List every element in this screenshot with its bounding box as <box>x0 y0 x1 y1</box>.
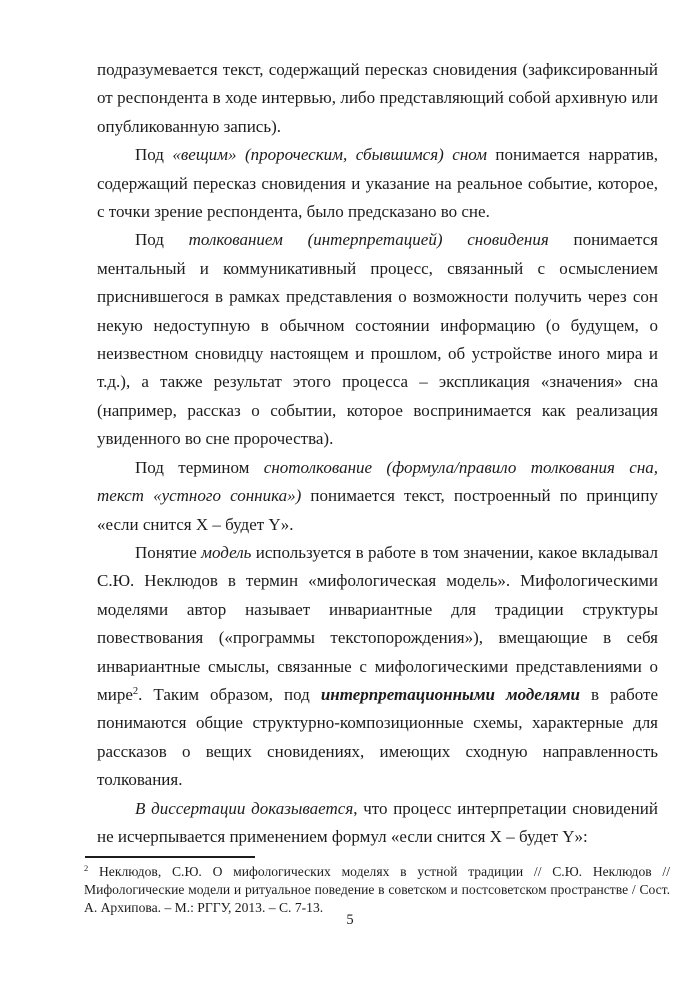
text-run: снотолкование (формула/правило толкования сна, текст «устного сонника») <box>97 457 659 506</box>
text-run: Под <box>135 145 173 165</box>
text-run: интерпретационными моделями <box>320 684 581 704</box>
text-run: . Таким образом, под <box>138 684 321 704</box>
text-run: Под термином <box>135 457 264 477</box>
text-run: Под <box>135 230 189 250</box>
document-body <box>97 56 658 851</box>
paragraph <box>97 56 658 141</box>
text-run: понимается нарратив, содержащий пересказ сновидения и указание на реальное событие, которое, с точки зрение респондента, было предсказано во сне. <box>97 145 658 222</box>
paragraph <box>97 795 658 852</box>
text-run: 2 <box>132 686 139 698</box>
paragraph <box>97 539 658 795</box>
text-run: понимается текст, построенный по принципу «если снится X – будет Y». <box>97 486 659 534</box>
text-run: модель <box>201 542 252 562</box>
text-run: понимается ментальный и коммуникативный процесс, связанный с осмыслением приснившегося в рамках представления о возможности получить через сон некую недоступную в обычном состоянии информацию (о будущем, о неизвестном сновидцу настоящем и прошлом, об устройстве иного мира и т.д.), а также результат этого процесса – экспликация «значения» сна (например, рассказ о событии, которое воспринимается как реализация увиденного во сне пророчества). <box>97 230 658 449</box>
text-run: В диссертации доказывается <box>135 798 354 818</box>
text-run: Понятие <box>135 542 202 562</box>
text-run: 2 <box>84 863 89 874</box>
paragraph <box>97 454 658 539</box>
text-run: «вещим» (пророческим, сбывшимся) сном <box>172 145 487 165</box>
text-run: толкованием (интерпретацией) сновидения <box>188 230 549 250</box>
text-run: подразумевается текст, содержащий пересказ сновидения (зафиксированный от респондента в ходе интервью, либо представляющий собой архивную или опубликованную запись). <box>97 60 658 136</box>
text-run: , что процесс интерпретации сновидений не исчерпывается применением формул «если снится X – будет Y»: <box>97 798 658 846</box>
paragraph <box>97 226 658 453</box>
paragraph <box>97 141 658 226</box>
page-number: 5 <box>346 912 354 928</box>
text-run: используется в работе в том значении, какое вкладывал С.Ю. Неклюдов в термин «мифологическая модель». Мифологическими моделями автор называет инвариантные для традиции структуры повествования («программы текстопорождения»), вмещающие в себя инвариантные смыслы, связанные с мифологическими представлениями о мире <box>97 542 658 704</box>
footnote-text <box>84 863 670 916</box>
footnote-separator <box>85 856 255 858</box>
text-run: в работе понимаются общие структурно-композиционные схемы, характерные для рассказов о вещих сновидениях, имеющих сходную направленность толкования. <box>97 684 658 790</box>
text-run: Неклюдов, С.Ю. О мифологических моделях в устной традиции // С.Ю. Неклюдов // Мифологические модели и ритуальное поведение в советском и постсоветском пространстве / Сост. А. Архипова. – М.: РГГУ, 2013. – С. 7-13. <box>84 864 670 915</box>
